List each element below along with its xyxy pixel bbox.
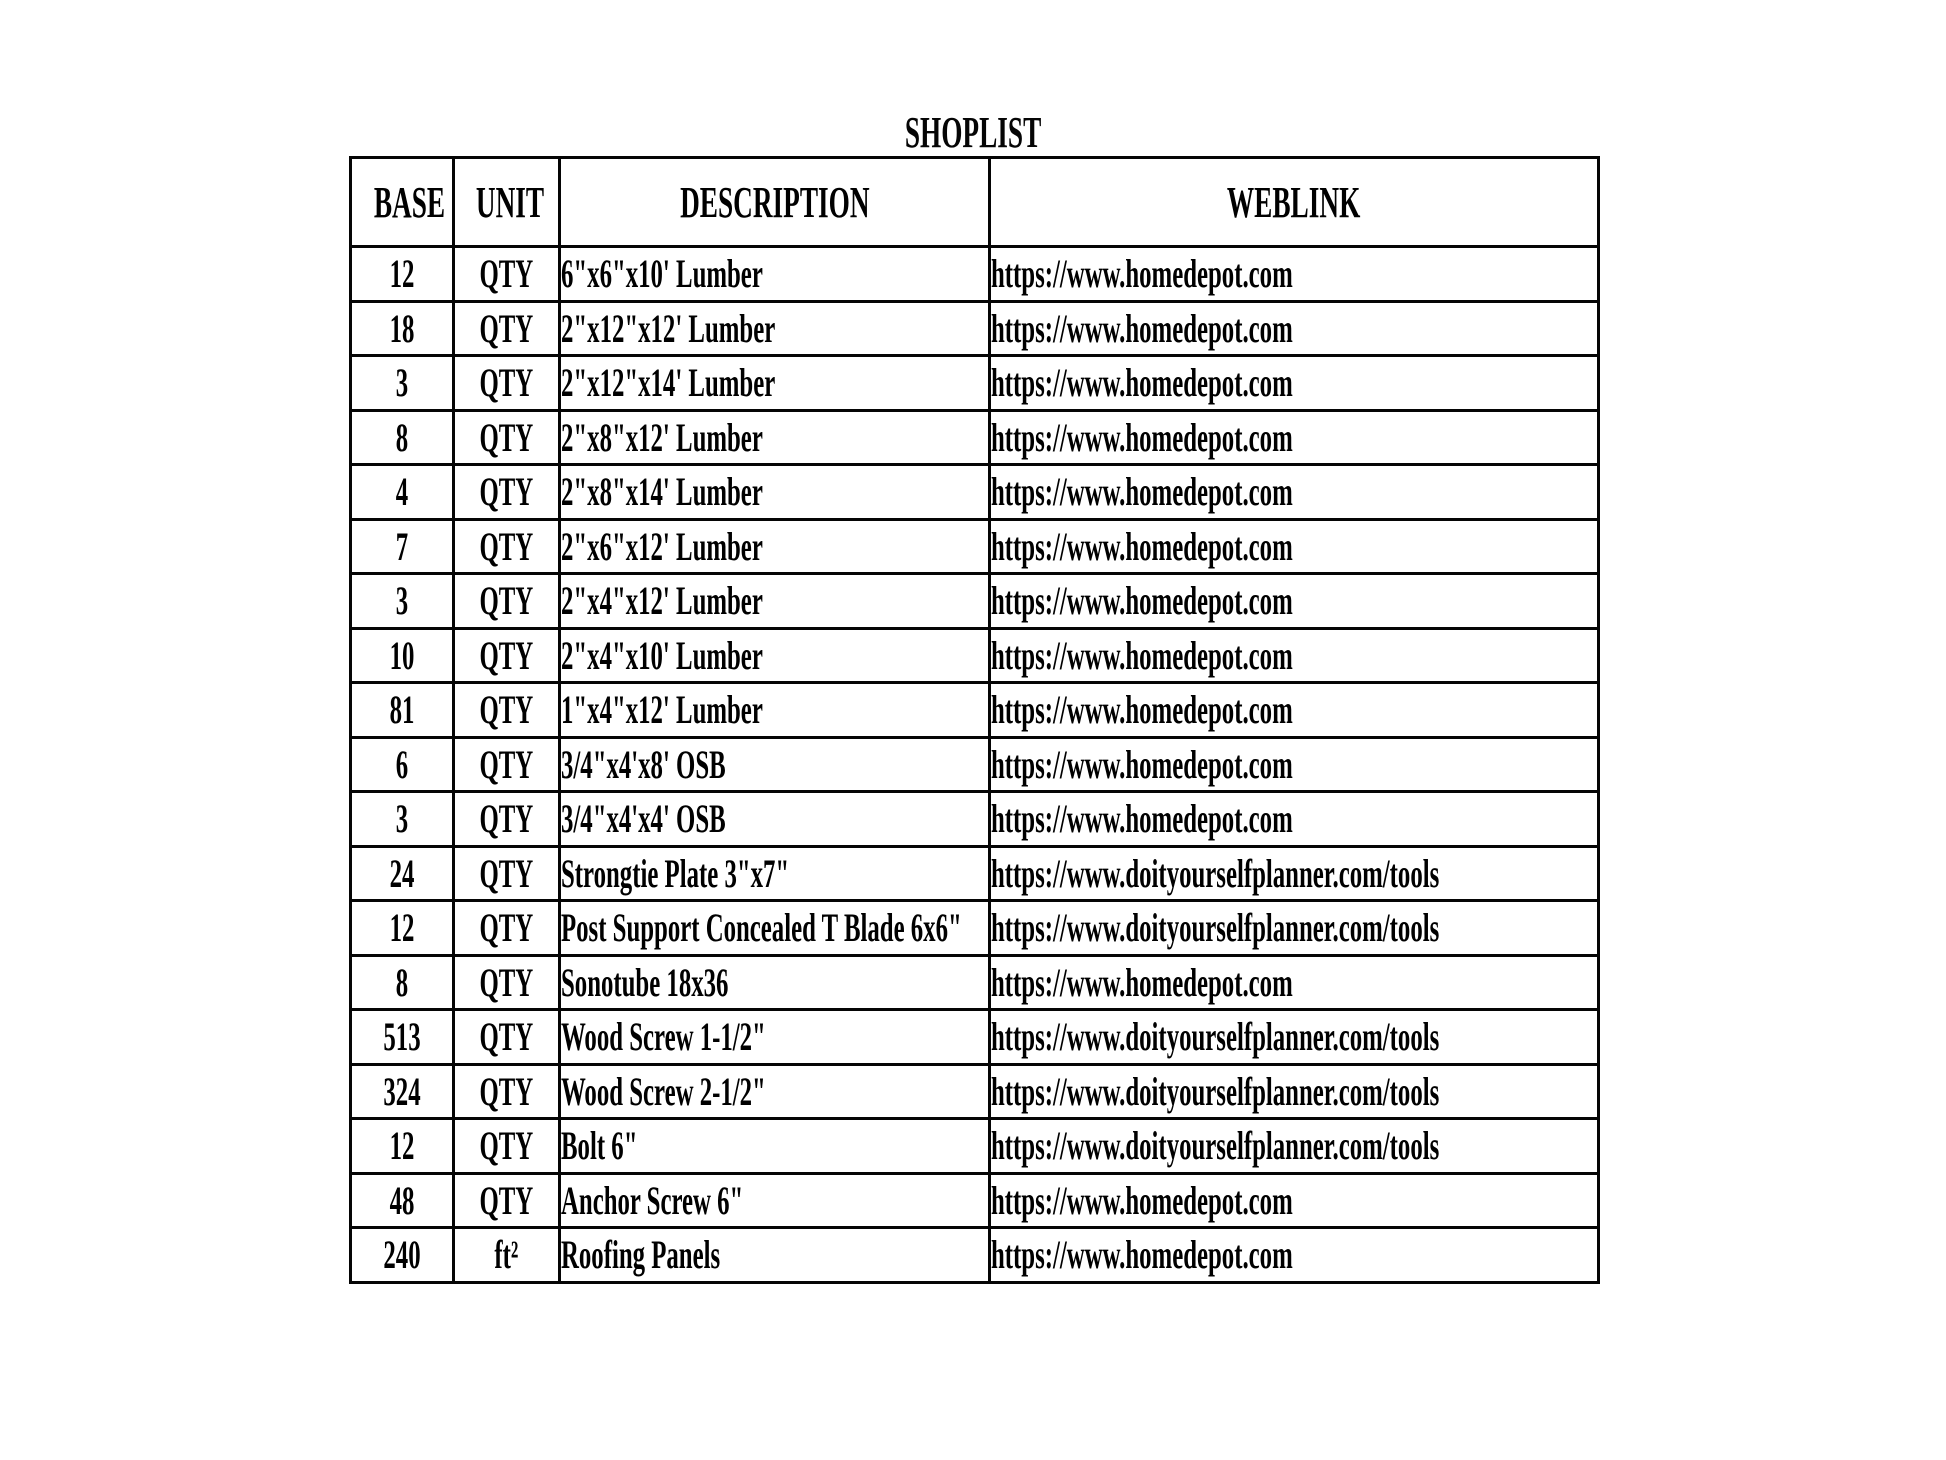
cell-weblink xyxy=(990,410,1599,465)
unit-value: ft² xyxy=(494,1232,519,1278)
weblink-value: https://www.homedepot.com xyxy=(991,796,1293,842)
weblink-value: https://www.homedepot.com xyxy=(991,1232,1293,1278)
description-value: 2"x8"x12' Lumber xyxy=(561,414,763,460)
cell-base xyxy=(351,1010,454,1065)
cell-weblink xyxy=(990,683,1599,738)
cell-weblink xyxy=(990,356,1599,411)
cell-base xyxy=(351,356,454,411)
cell-base xyxy=(351,1064,454,1119)
weblink-value: https://www.homedepot.com xyxy=(991,687,1293,733)
column-header-base-label: BASE xyxy=(373,177,446,227)
weblink-value: https://www.doityourselfplanner.com/tools xyxy=(991,1014,1440,1060)
cell-unit xyxy=(454,683,560,738)
cell-description xyxy=(560,301,990,356)
cell-description xyxy=(560,846,990,901)
cell-unit xyxy=(454,955,560,1010)
column-header-description-label: DESCRIPTION xyxy=(679,177,870,227)
cell-base xyxy=(351,955,454,1010)
cell-unit xyxy=(454,410,560,465)
table-row xyxy=(351,683,1599,738)
table-row xyxy=(351,628,1599,683)
base-value: 324 xyxy=(383,1068,421,1114)
header-row xyxy=(351,158,1599,247)
description-value: 2"x4"x12' Lumber xyxy=(561,578,763,624)
base-value: 3 xyxy=(395,578,409,624)
cell-unit xyxy=(454,1064,560,1119)
unit-value: QTY xyxy=(479,578,534,624)
cell-description xyxy=(560,737,990,792)
unit-value: QTY xyxy=(479,741,534,787)
cell-base xyxy=(351,1173,454,1228)
cell-weblink xyxy=(990,1064,1599,1119)
unit-value: QTY xyxy=(479,850,534,896)
cell-weblink xyxy=(990,1119,1599,1174)
table-row xyxy=(351,301,1599,356)
cell-base xyxy=(351,301,454,356)
cell-weblink xyxy=(990,465,1599,520)
description-value: Strongtie Plate 3"x7" xyxy=(561,850,790,896)
unit-value: QTY xyxy=(479,414,534,460)
cell-weblink xyxy=(990,901,1599,956)
cell-base xyxy=(351,901,454,956)
table-row xyxy=(351,465,1599,520)
table-row xyxy=(351,1173,1599,1228)
description-value: 2"x6"x12' Lumber xyxy=(561,523,763,569)
unit-value: QTY xyxy=(479,796,534,842)
unit-value: QTY xyxy=(479,469,534,515)
table-row xyxy=(351,955,1599,1010)
table-row xyxy=(351,901,1599,956)
weblink-value: https://www.homedepot.com xyxy=(991,632,1293,678)
base-value: 24 xyxy=(389,850,415,896)
cell-unit xyxy=(454,574,560,629)
cell-description xyxy=(560,410,990,465)
description-value: 1"x4"x12' Lumber xyxy=(561,687,763,733)
cell-description xyxy=(560,1173,990,1228)
column-header-base xyxy=(351,158,454,247)
column-header-description xyxy=(560,158,990,247)
cell-weblink xyxy=(990,1228,1599,1283)
cell-unit xyxy=(454,846,560,901)
table-row xyxy=(351,737,1599,792)
cell-unit xyxy=(454,1119,560,1174)
cell-unit xyxy=(454,1010,560,1065)
table-row xyxy=(351,846,1599,901)
cell-unit xyxy=(454,465,560,520)
cell-unit xyxy=(454,301,560,356)
shoplist-document xyxy=(349,110,1597,1284)
description-value: 3/4"x4'x4' OSB xyxy=(561,796,726,842)
table-row xyxy=(351,356,1599,411)
base-value: 12 xyxy=(389,905,415,951)
table-row xyxy=(351,574,1599,629)
base-value: 10 xyxy=(389,632,415,678)
cell-base xyxy=(351,1228,454,1283)
unit-value: QTY xyxy=(479,959,534,1005)
cell-weblink xyxy=(990,792,1599,847)
base-value: 240 xyxy=(383,1232,421,1278)
base-value: 81 xyxy=(389,687,415,733)
weblink-value: https://www.doityourselfplanner.com/tools xyxy=(991,1068,1440,1114)
weblink-value: https://www.doityourselfplanner.com/tools xyxy=(991,1123,1440,1169)
base-value: 4 xyxy=(395,469,409,515)
shoplist-table xyxy=(349,156,1600,1284)
description-value: Roofing Panels xyxy=(561,1232,721,1278)
weblink-value: https://www.homedepot.com xyxy=(991,741,1293,787)
cell-base xyxy=(351,792,454,847)
base-value: 3 xyxy=(395,360,409,406)
table-row xyxy=(351,1119,1599,1174)
unit-value: QTY xyxy=(479,251,534,297)
cell-weblink xyxy=(990,737,1599,792)
cell-unit xyxy=(454,519,560,574)
cell-weblink xyxy=(990,1010,1599,1065)
base-value: 6 xyxy=(395,741,409,787)
cell-weblink xyxy=(990,519,1599,574)
description-value: Post Support Concealed T Blade 6x6" xyxy=(561,905,962,951)
cell-description xyxy=(560,1119,990,1174)
base-value: 8 xyxy=(395,959,409,1005)
base-value: 3 xyxy=(395,796,409,842)
description-value: 6"x6"x10' Lumber xyxy=(561,251,763,297)
cell-weblink xyxy=(990,1173,1599,1228)
base-value: 12 xyxy=(389,1123,415,1169)
table-row xyxy=(351,792,1599,847)
description-value: Anchor Screw 6" xyxy=(561,1177,744,1223)
table-row xyxy=(351,1228,1599,1283)
description-value: Sonotube 18x36 xyxy=(561,959,729,1005)
cell-base xyxy=(351,846,454,901)
description-value: 3/4"x4'x8' OSB xyxy=(561,741,726,787)
unit-value: QTY xyxy=(479,305,534,351)
cell-description xyxy=(560,792,990,847)
table-row xyxy=(351,1064,1599,1119)
weblink-value: https://www.homedepot.com xyxy=(991,414,1293,460)
cell-weblink xyxy=(990,247,1599,302)
base-value: 513 xyxy=(383,1014,421,1060)
cell-base xyxy=(351,410,454,465)
cell-base xyxy=(351,628,454,683)
cell-base xyxy=(351,247,454,302)
base-value: 12 xyxy=(389,251,415,297)
base-value: 8 xyxy=(395,414,409,460)
cell-base xyxy=(351,683,454,738)
unit-value: QTY xyxy=(479,905,534,951)
column-header-weblink-label: WEBLINK xyxy=(1227,177,1361,227)
cell-description xyxy=(560,628,990,683)
column-header-unit xyxy=(454,158,560,247)
cell-description xyxy=(560,1228,990,1283)
cell-description xyxy=(560,1064,990,1119)
cell-unit xyxy=(454,737,560,792)
weblink-value: https://www.homedepot.com xyxy=(991,251,1293,297)
cell-description xyxy=(560,901,990,956)
weblink-value: https://www.homedepot.com xyxy=(991,360,1293,406)
description-value: Bolt 6" xyxy=(561,1123,638,1169)
cell-description xyxy=(560,574,990,629)
cell-weblink xyxy=(990,628,1599,683)
cell-unit xyxy=(454,247,560,302)
base-value: 18 xyxy=(389,305,415,351)
cell-description xyxy=(560,955,990,1010)
cell-description xyxy=(560,683,990,738)
cell-unit xyxy=(454,901,560,956)
unit-value: QTY xyxy=(479,1123,534,1169)
description-value: 2"x12"x12' Lumber xyxy=(561,305,776,351)
table-row xyxy=(351,1010,1599,1065)
weblink-value: https://www.doityourselfplanner.com/tools xyxy=(991,850,1440,896)
cell-base xyxy=(351,737,454,792)
cell-weblink xyxy=(990,846,1599,901)
cell-description xyxy=(560,519,990,574)
base-value: 7 xyxy=(395,523,409,569)
weblink-value: https://www.homedepot.com xyxy=(991,305,1293,351)
cell-description xyxy=(560,247,990,302)
cell-base xyxy=(351,1119,454,1174)
cell-description xyxy=(560,1010,990,1065)
weblink-value: https://www.doityourselfplanner.com/tools xyxy=(991,905,1440,951)
cell-base xyxy=(351,519,454,574)
base-value: 48 xyxy=(389,1177,415,1223)
unit-value: QTY xyxy=(479,632,534,678)
cell-description xyxy=(560,465,990,520)
description-value: Wood Screw 2-1/2" xyxy=(561,1068,766,1114)
description-value: 2"x8"x14' Lumber xyxy=(561,469,763,515)
cell-unit xyxy=(454,792,560,847)
unit-value: QTY xyxy=(479,1014,534,1060)
column-header-unit-label: UNIT xyxy=(475,177,545,227)
table-row xyxy=(351,247,1599,302)
page-title-text: SHOPLIST xyxy=(904,108,1042,157)
unit-value: QTY xyxy=(479,1177,534,1223)
cell-unit xyxy=(454,1228,560,1283)
description-value: 2"x12"x14' Lumber xyxy=(561,360,776,406)
weblink-value: https://www.homedepot.com xyxy=(991,1177,1293,1223)
weblink-value: https://www.homedepot.com xyxy=(991,578,1293,624)
description-value: 2"x4"x10' Lumber xyxy=(561,632,763,678)
cell-unit xyxy=(454,356,560,411)
cell-base xyxy=(351,465,454,520)
cell-weblink xyxy=(990,301,1599,356)
cell-weblink xyxy=(990,574,1599,629)
cell-weblink xyxy=(990,955,1599,1010)
column-header-weblink xyxy=(990,158,1599,247)
weblink-value: https://www.homedepot.com xyxy=(991,959,1293,1005)
unit-value: QTY xyxy=(479,1068,534,1114)
cell-unit xyxy=(454,1173,560,1228)
cell-unit xyxy=(454,628,560,683)
table-body xyxy=(351,247,1599,1283)
weblink-value: https://www.homedepot.com xyxy=(991,523,1293,569)
unit-value: QTY xyxy=(479,523,534,569)
unit-value: QTY xyxy=(479,687,534,733)
unit-value: QTY xyxy=(479,360,534,406)
cell-description xyxy=(560,356,990,411)
weblink-value: https://www.homedepot.com xyxy=(991,469,1293,515)
table-row xyxy=(351,410,1599,465)
description-value: Wood Screw 1-1/2" xyxy=(561,1014,766,1060)
table-row xyxy=(351,519,1599,574)
cell-base xyxy=(351,574,454,629)
page-title xyxy=(349,110,1597,156)
